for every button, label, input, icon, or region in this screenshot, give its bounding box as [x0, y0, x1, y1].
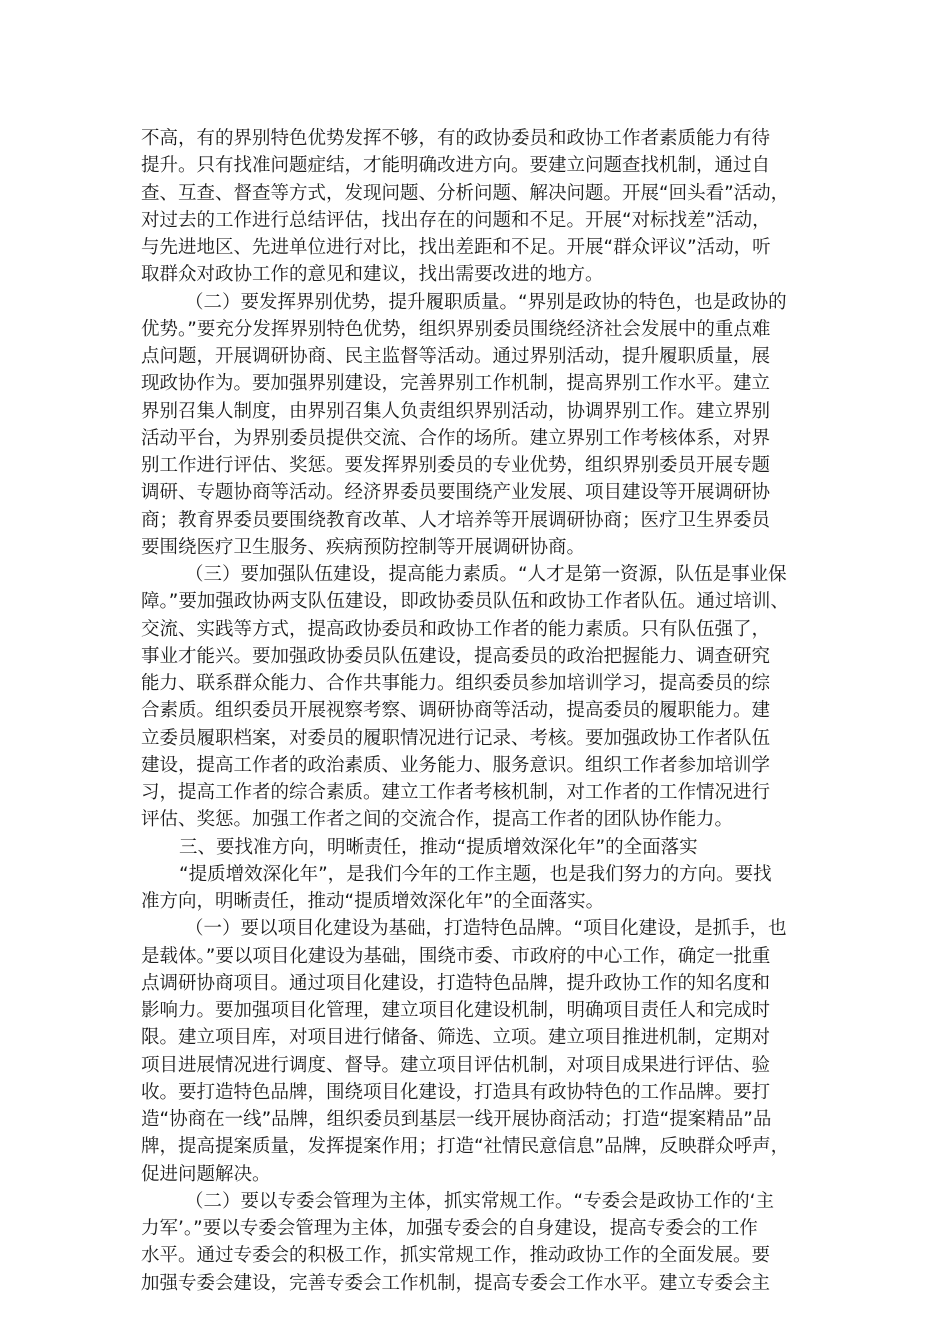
text-line: 是载体。”要以项目化建设为基础，围绕市委、市政府的中心工作，确定一批重 — [141, 945, 771, 967]
text-line: （二）要以专委会管理为主体，抓实常规工作。“专委会是政协工作的‘主 — [185, 1190, 774, 1212]
text-line: 评估、奖惩。加强工作者之间的交流合作，提高工作者的团队协作能力。 — [141, 809, 734, 831]
text-line: 事业才能兴。要加强政协委员队伍建设，提高委员的政治把握能力、调查研究 — [141, 645, 771, 667]
text-line: 合素质。组织委员开展视察考察、调研协商等活动，提高委员的履职能力。建 — [141, 700, 771, 722]
text-line: 别工作进行评估、奖惩。要发挥界别委员的专业优势，组织界别委员开展专题 — [141, 455, 771, 476]
text-line: 牌，提高提案质量，发挥提案作用；打造“社情民意信息”品牌，反映群众呼声， — [141, 1136, 790, 1158]
text-line: 促进问题解决。 — [141, 1163, 271, 1185]
text-line: 影响力。要加强项目化管理，建立项目化建设机制，明确项目责任人和完成时 — [141, 1000, 771, 1021]
text-line: 不高，有的界别特色优势发挥不够，有的政协委员和政协工作者素质能力有待 — [141, 128, 771, 149]
text-line: 活动平台，为界别委员提供交流、合作的场所。建立界别工作考核体系，对界 — [141, 427, 771, 449]
text-line: 查、互查、督查等方式，发现问题、分析问题、解决问题。开展“回头看”活动， — [141, 182, 790, 204]
text-line: 力军’。”要以专委会管理为主体，加强专委会的自身建设，提高专委会的工作 — [141, 1218, 758, 1239]
text-line: （三）要加强队伍建设，提高能力素质。“人才是第一资源，队伍是事业保 — [185, 564, 787, 585]
text-line: 三、要找准方向，明晰责任，推动“提质增效深化年”的全面落实 — [179, 836, 698, 858]
text-line: 造“协商在一线”品牌，组织委员到基层一线开展协商活动；打造“提案精品”品 — [141, 1109, 772, 1130]
text-line: 现政协作为。要加强界别建设，完善界别工作机制，提高界别工作水平。建立 — [141, 373, 771, 395]
text-line: 对过去的工作进行总结评估，找出存在的问题和不足。开展“对标找差”活动， — [141, 209, 771, 231]
text-line: 取群众对政协工作的意见和建议，找出需要改进的地方。 — [141, 264, 604, 286]
text-line: 建设，提高工作者的政治素质、业务能力、服务意识。组织工作者参加培训学 — [141, 754, 771, 776]
text-line: 点调研协商项目。通过项目化建设，打造特色品牌，提升政协工作的知名度和 — [141, 972, 771, 994]
text-line: 加强专委会建设，完善专委会工作机制，提高专委会工作水平。建立专委会主 — [141, 1272, 771, 1294]
text-line: “提质增效深化年”，是我们今年的工作主题，也是我们努力的方向。要找 — [179, 863, 772, 885]
text-line: 点问题，开展调研协商、民主监督等活动。通过界别活动，提升履职质量，展 — [141, 346, 771, 367]
text-line: 商；教育界委员要围绕教育改革、人才培养等开展调研协商；医疗卫生界委员 — [141, 509, 771, 531]
text-line: （二）要发挥界别优势，提升履职质量。“界别是政协的特色，也是政协的 — [185, 291, 787, 313]
text-line: 与先进地区、先进单位进行对比，找出差距和不足。开展“群众评议”活动，听 — [141, 237, 771, 258]
text-line: （一）要以项目化建设为基础，打造特色品牌。“项目化建设，是抓手，也 — [185, 918, 787, 940]
text-line: 收。要打造特色品牌，围绕项目化建设，打造具有政协特色的工作品牌。要打 — [141, 1081, 771, 1103]
text-line: 要围绕医疗卫生服务、疾病预防控制等开展调研协商。 — [141, 536, 586, 558]
text-line: 优势。”要充分发挥界别特色优势，组织界别委员围绕经济社会发展中的重点难 — [141, 318, 771, 340]
text-line: 障。”要加强政协两支队伍建设，即政协委员队伍和政协工作者队伍。通过培训、 — [141, 591, 789, 613]
text-line: 限。建立项目库，对项目进行储备、筛选、立项。建立项目推进机制，定期对 — [141, 1027, 771, 1049]
document-body — [141, 125, 821, 1297]
text-line: 准方向，明晰责任，推动“提质增效深化年”的全面落实。 — [141, 891, 605, 912]
text-line: 习，提高工作者的综合素质。建立工作者考核机制，对工作者的工作情况进行 — [141, 782, 771, 803]
text-line: 提升。只有找准问题症结，才能明确改进方向。要建立问题查找机制，通过自 — [141, 155, 771, 177]
text-line: 能力、联系群众能力、合作共事能力。组织委员参加培训学习，提高委员的综 — [141, 673, 771, 694]
text-line: 立委员履职档案，对委员的履职情况进行记录、考核。要加强政协工作者队伍 — [141, 727, 771, 749]
text-line: 水平。通过专委会的积极工作，抓实常规工作，推动政协工作的全面发展。要 — [141, 1245, 771, 1267]
text-line: 调研、专题协商等活动。经济界委员要围绕产业发展、项目建设等开展调研协 — [141, 482, 771, 504]
text-line: 项目进展情况进行调度、督导。建立项目评估机制，对项目成果进行评估、验 — [141, 1054, 771, 1076]
text-line: 界别召集人制度，由界别召集人负责组织界别活动，协调界别工作。建立界别 — [141, 400, 771, 422]
text-line: 交流、实践等方式，提高政协委员和政协工作者的能力素质。只有队伍强了， — [141, 618, 771, 640]
